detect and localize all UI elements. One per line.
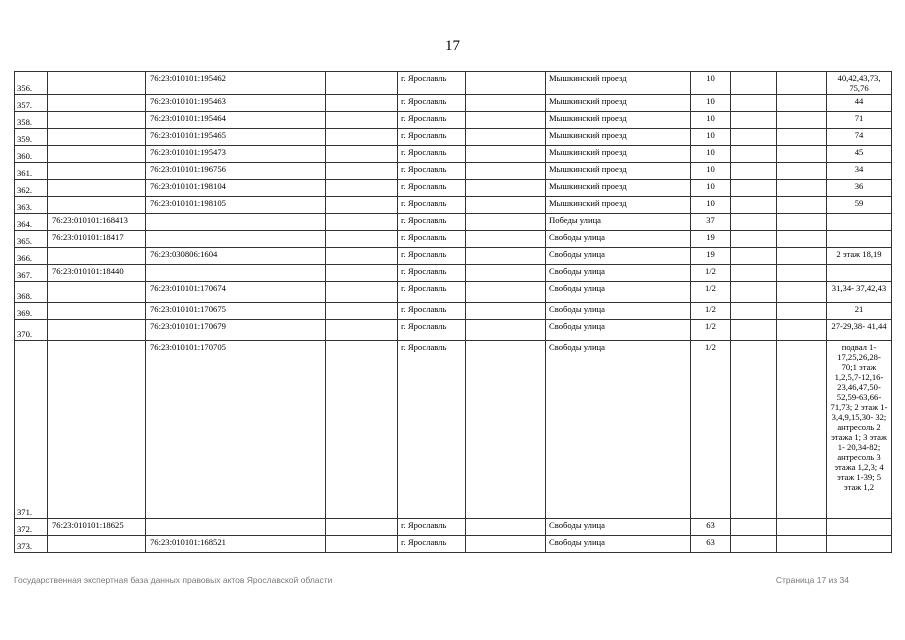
cell-cadastral-premises: 76:23:010101:170674 (146, 282, 326, 303)
cell-empty (731, 197, 777, 214)
cell-empty (777, 180, 827, 197)
cell-street: Мышкинский проезд (546, 129, 691, 146)
cell-street: Мышкинский проезд (546, 180, 691, 197)
cell-empty (326, 112, 398, 129)
cell-city: г. Ярославль (398, 282, 466, 303)
cell-empty (326, 231, 398, 248)
cell-street: Свободы улица (546, 231, 691, 248)
cell-number: 369. (15, 303, 48, 320)
cell-cadastral-premises: 76:23:010101:195465 (146, 129, 326, 146)
cell-empty (466, 112, 546, 129)
cell-cadastral-building (48, 146, 146, 163)
cell-city: г. Ярославль (398, 146, 466, 163)
cell-cadastral-premises: 76:23:010101:170675 (146, 303, 326, 320)
cell-cadastral-building: 76:23:010101:18417 (48, 231, 146, 248)
cell-empty (731, 112, 777, 129)
cell-empty (731, 265, 777, 282)
cell-city: г. Ярославль (398, 303, 466, 320)
cell-empty (466, 129, 546, 146)
cell-empty (731, 180, 777, 197)
cell-building: 19 (691, 231, 731, 248)
cell-rooms (827, 519, 892, 536)
cell-number: 360. (15, 146, 48, 163)
cell-empty (326, 320, 398, 341)
cell-building: 1/2 (691, 282, 731, 303)
cell-cadastral-building (48, 536, 146, 553)
table-row (15, 129, 892, 146)
cell-building: 10 (691, 112, 731, 129)
cell-empty (466, 320, 546, 341)
cell-street: Свободы улица (546, 536, 691, 553)
cell-city: г. Ярославль (398, 214, 466, 231)
cell-cadastral-premises (146, 214, 326, 231)
cell-empty (777, 146, 827, 163)
cell-empty (731, 519, 777, 536)
table-row (15, 146, 892, 163)
cell-building: 10 (691, 163, 731, 180)
cell-building: 10 (691, 146, 731, 163)
cell-number: 361. (15, 163, 48, 180)
cell-rooms: 45 (827, 146, 892, 163)
cell-building: 10 (691, 197, 731, 214)
cell-empty (731, 146, 777, 163)
cell-rooms: 31,34- 37,42,43 (827, 282, 892, 303)
cell-rooms: подвал 1- 17,25,26,28- 70;1 этаж 1,2,5,7-12,16- 23,46,47,50- 52,59-63,66- 71,73; 2 этаж 1-3,4,9,15,30- 32; антресоль 2 этажа 1; 3 этаж 1- 20,34-82; антресоль 3 этажа 1,2,3; 4 этаж 1-39; 5 этаж 1,2 (827, 341, 892, 519)
cell-empty (326, 163, 398, 180)
cell-cadastral-premises: 76:23:010101:170705 (146, 341, 326, 519)
cell-number: 368. (15, 282, 48, 303)
cell-street: Мышкинский проезд (546, 146, 691, 163)
cell-street: Мышкинский проезд (546, 197, 691, 214)
cell-number: 357. (15, 95, 48, 112)
cell-empty (777, 197, 827, 214)
cell-empty (731, 231, 777, 248)
footer-source: Государственная экспертная база данных правовых актов Ярославской области (14, 575, 333, 585)
cell-cadastral-premises: 76:23:010101:198104 (146, 180, 326, 197)
cell-empty (777, 112, 827, 129)
cell-empty (777, 519, 827, 536)
cell-street: Мышкинский проезд (546, 95, 691, 112)
cell-city: г. Ярославль (398, 265, 466, 282)
cell-empty (466, 197, 546, 214)
cell-cadastral-premises: 76:23:010101:168521 (146, 536, 326, 553)
table-row (15, 282, 892, 303)
cell-empty (777, 129, 827, 146)
cell-empty (777, 231, 827, 248)
cell-empty (777, 341, 827, 519)
cell-empty (731, 95, 777, 112)
cell-building: 1/2 (691, 341, 731, 519)
cell-empty (326, 180, 398, 197)
cell-number: 372. (15, 519, 48, 536)
cell-city: г. Ярославль (398, 341, 466, 519)
footer-page-counter: Страница 17 из 34 (775, 575, 849, 585)
cell-cadastral-building: 76:23:010101:18440 (48, 265, 146, 282)
cell-empty (466, 95, 546, 112)
cell-empty (466, 231, 546, 248)
table-row (15, 265, 892, 282)
cell-city: г. Ярославль (398, 320, 466, 341)
cell-empty (777, 303, 827, 320)
cell-street: Свободы улица (546, 282, 691, 303)
cell-number: 363. (15, 197, 48, 214)
table-row (15, 231, 892, 248)
cell-building: 19 (691, 248, 731, 265)
registry-table (14, 71, 892, 553)
cell-cadastral-building (48, 303, 146, 320)
cell-city: г. Ярославль (398, 536, 466, 553)
cell-rooms: 36 (827, 180, 892, 197)
table-row (15, 163, 892, 180)
cell-number: 364. (15, 214, 48, 231)
cell-city: г. Ярославль (398, 180, 466, 197)
cell-cadastral-building (48, 197, 146, 214)
table-row (15, 519, 892, 536)
cell-street: Свободы улица (546, 519, 691, 536)
cell-cadastral-building (48, 72, 146, 95)
cell-rooms (827, 231, 892, 248)
cell-city: г. Ярославль (398, 231, 466, 248)
table-row (15, 320, 892, 341)
cell-cadastral-premises: 76:23:010101:195473 (146, 146, 326, 163)
table-row (15, 112, 892, 129)
cell-number: 373. (15, 536, 48, 553)
cell-empty (777, 72, 827, 95)
cell-cadastral-premises: 76:23:010101:195462 (146, 72, 326, 95)
cell-number: 370. (15, 320, 48, 341)
cell-empty (466, 72, 546, 95)
table-row (15, 536, 892, 553)
cell-street: Мышкинский проезд (546, 72, 691, 95)
cell-cadastral-premises: 76:23:010101:195463 (146, 95, 326, 112)
cell-building: 37 (691, 214, 731, 231)
cell-rooms: 59 (827, 197, 892, 214)
cell-number: 366. (15, 248, 48, 265)
cell-cadastral-building (48, 320, 146, 341)
cell-cadastral-building (48, 248, 146, 265)
cell-empty (326, 536, 398, 553)
cell-city: г. Ярославль (398, 163, 466, 180)
cell-cadastral-building (48, 180, 146, 197)
table-row (15, 95, 892, 112)
cell-empty (466, 214, 546, 231)
table-row (15, 72, 892, 95)
table-row (15, 341, 892, 519)
cell-building: 1/2 (691, 320, 731, 341)
table-row (15, 197, 892, 214)
cell-cadastral-building (48, 112, 146, 129)
cell-rooms (827, 214, 892, 231)
cell-empty (777, 536, 827, 553)
cell-empty (326, 341, 398, 519)
cell-city: г. Ярославль (398, 519, 466, 536)
cell-empty (466, 519, 546, 536)
cell-rooms (827, 536, 892, 553)
cell-empty (466, 341, 546, 519)
cell-empty (326, 95, 398, 112)
cell-building: 1/2 (691, 303, 731, 320)
cell-cadastral-premises: 76:23:030806:1604 (146, 248, 326, 265)
cell-cadastral-premises: 76:23:010101:196756 (146, 163, 326, 180)
cell-empty (326, 129, 398, 146)
cell-building: 63 (691, 536, 731, 553)
cell-empty (777, 95, 827, 112)
cell-empty (326, 146, 398, 163)
cell-rooms: 40,42,43,73, 75,76 (827, 72, 892, 95)
cell-rooms: 21 (827, 303, 892, 320)
cell-cadastral-premises (146, 519, 326, 536)
table-body (15, 72, 892, 553)
cell-city: г. Ярославль (398, 112, 466, 129)
cell-building: 10 (691, 129, 731, 146)
cell-empty (731, 303, 777, 320)
cell-empty (326, 197, 398, 214)
cell-cadastral-building (48, 282, 146, 303)
cell-street: Победы улица (546, 214, 691, 231)
cell-empty (466, 303, 546, 320)
cell-rooms: 34 (827, 163, 892, 180)
cell-rooms: 74 (827, 129, 892, 146)
cell-street: Мышкинский проезд (546, 112, 691, 129)
cell-empty (326, 282, 398, 303)
cell-empty (731, 163, 777, 180)
cell-empty (777, 214, 827, 231)
cell-cadastral-premises: 76:23:010101:198105 (146, 197, 326, 214)
cell-empty (777, 265, 827, 282)
cell-empty (777, 320, 827, 341)
cell-building: 1/2 (691, 265, 731, 282)
table-row (15, 214, 892, 231)
cell-rooms (827, 265, 892, 282)
cell-empty (326, 265, 398, 282)
cell-rooms: 71 (827, 112, 892, 129)
cell-city: г. Ярославль (398, 129, 466, 146)
cell-building: 10 (691, 180, 731, 197)
cell-cadastral-building (48, 129, 146, 146)
cell-city: г. Ярославль (398, 72, 466, 95)
cell-empty (731, 129, 777, 146)
cell-empty (466, 146, 546, 163)
cell-empty (731, 536, 777, 553)
cell-empty (731, 320, 777, 341)
cell-rooms: 27-29,38- 41,44 (827, 320, 892, 341)
cell-empty (326, 248, 398, 265)
cell-empty (731, 248, 777, 265)
cell-empty (731, 341, 777, 519)
cell-empty (326, 214, 398, 231)
cell-building: 10 (691, 95, 731, 112)
cell-empty (731, 72, 777, 95)
cell-empty (466, 265, 546, 282)
table-row (15, 248, 892, 265)
cell-cadastral-premises (146, 265, 326, 282)
cell-cadastral-premises: 76:23:010101:195464 (146, 112, 326, 129)
cell-cadastral-building (48, 341, 146, 519)
cell-number: 362. (15, 180, 48, 197)
cell-number: 359. (15, 129, 48, 146)
cell-city: г. Ярославль (398, 95, 466, 112)
cell-street: Свободы улица (546, 341, 691, 519)
cell-city: г. Ярославль (398, 197, 466, 214)
cell-empty (326, 303, 398, 320)
cell-empty (466, 536, 546, 553)
page-number: 17 (445, 38, 460, 54)
cell-empty (731, 214, 777, 231)
cell-street: Мышкинский проезд (546, 163, 691, 180)
cell-street: Свободы улица (546, 303, 691, 320)
table-row (15, 180, 892, 197)
cell-empty (466, 163, 546, 180)
cell-cadastral-building (48, 163, 146, 180)
cell-empty (731, 282, 777, 303)
cell-empty (777, 248, 827, 265)
cell-empty (326, 72, 398, 95)
cell-rooms: 2 этаж 18,19 (827, 248, 892, 265)
cell-cadastral-building: 76:23:010101:168413 (48, 214, 146, 231)
cell-number: 365. (15, 231, 48, 248)
cell-cadastral-building (48, 95, 146, 112)
cell-street: Свободы улица (546, 320, 691, 341)
cell-building: 63 (691, 519, 731, 536)
table-row (15, 303, 892, 320)
cell-number: 358. (15, 112, 48, 129)
cell-number: 367. (15, 265, 48, 282)
cell-empty (466, 282, 546, 303)
cell-number: 356. (15, 72, 48, 95)
cell-city: г. Ярославль (398, 248, 466, 265)
cell-empty (466, 180, 546, 197)
cell-cadastral-premises: 76:23:010101:170679 (146, 320, 326, 341)
cell-rooms: 44 (827, 95, 892, 112)
cell-number: 371. (15, 341, 48, 519)
cell-empty (777, 163, 827, 180)
cell-empty (777, 282, 827, 303)
cell-empty (466, 248, 546, 265)
cell-building: 10 (691, 72, 731, 95)
cell-street: Свободы улица (546, 248, 691, 265)
cell-empty (326, 519, 398, 536)
cell-street: Свободы улица (546, 265, 691, 282)
cell-cadastral-building: 76:23:010101:18625 (48, 519, 146, 536)
cell-cadastral-premises (146, 231, 326, 248)
